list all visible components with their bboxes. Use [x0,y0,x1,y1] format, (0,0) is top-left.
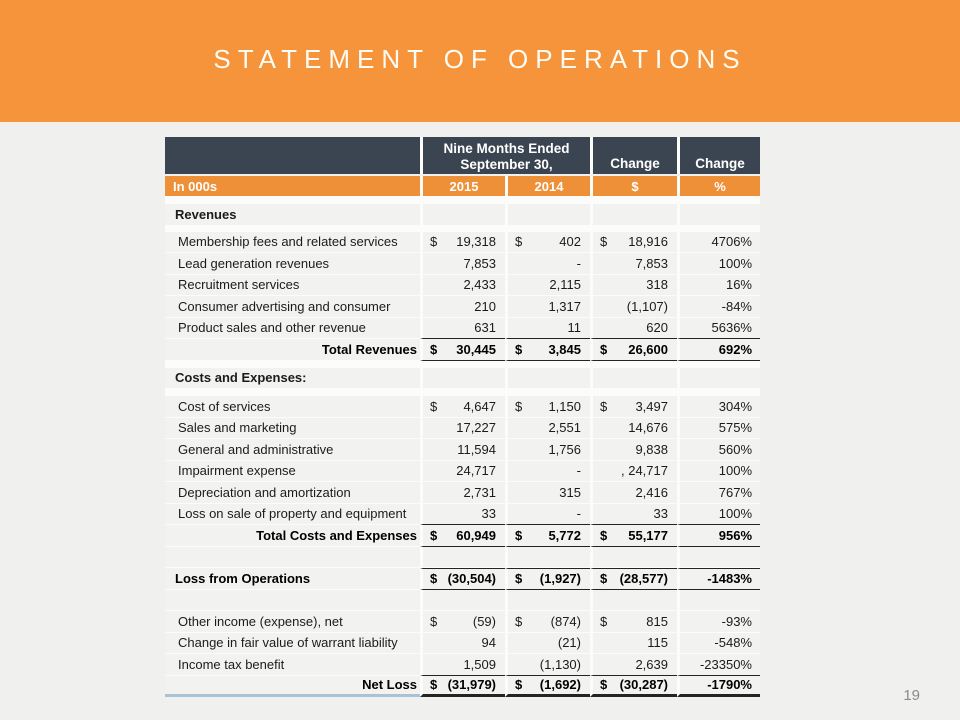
data-row [165,482,760,504]
row-label-text: Membership fees and related services [178,234,398,250]
cell-2014 [505,275,590,297]
cell-value: 26,600 [628,341,668,357]
cell-change-dollar [590,204,677,226]
table-corner-cell [165,137,420,174]
dollar-sign: $ [515,527,523,543]
cell-value: 2,115 [549,277,581,293]
cell-change-dollar [590,368,677,390]
cell-value: -1483% [707,571,752,587]
cell-2014 [505,232,590,254]
cell-value: -23350% [699,656,752,672]
cell-change-pct [677,654,760,676]
table-body [165,196,760,697]
col-header-2015: 2015 [420,176,505,196]
units-header: In 000s [165,176,420,196]
cell-change-dollar [590,396,677,418]
change-pct-group-header: Change [677,137,760,174]
cell-value: 11,594 [457,441,496,457]
row-label-text: Consumer advertising and consumer [178,298,391,314]
cell-change-pct [677,296,760,318]
cell-2014 [505,568,590,590]
cell-2015 [420,611,505,633]
cell-2014 [505,482,590,504]
cell-change-dollar [590,253,677,275]
cell-2015 [420,318,505,340]
col-header-change-dollar: $ [590,176,677,196]
cell-change-dollar [590,418,677,440]
col-header-change-pct: % [677,176,760,196]
row-label [165,633,420,655]
cell-2014 [505,590,590,612]
dollar-sign: $ [600,341,608,357]
cell-value: , 24,717 [621,463,668,479]
cell-value: 30,445 [456,341,496,357]
row-label-text: Product sales and other revenue [178,320,366,336]
cell-change-pct [677,418,760,440]
cell-change-pct [677,232,760,254]
cell-2014 [505,676,590,698]
cell-value: 14,676 [628,420,668,436]
cell-value: 55,177 [628,527,668,543]
cell-2014 [505,418,590,440]
cell-change-dollar [590,654,677,676]
cell-value: 956% [718,527,752,543]
cell-value: -93% [721,613,752,629]
row-label-text: Total Costs and Expenses [256,527,417,543]
cell-value: (874) [550,613,581,629]
data-row [165,439,760,461]
cell-value: 1,509 [463,656,496,672]
cell-value: (1,107) [626,298,668,314]
cell-value: (1,130) [539,656,581,672]
change-dollar-group-header: Change [590,137,677,174]
cell-change-pct [677,525,760,547]
cell-2014 [505,461,590,483]
row-label-text: Depreciation and amortization [178,484,351,500]
cell-change-dollar [590,504,677,526]
cell-change-dollar [590,633,677,655]
cell-value: 767% [718,484,752,500]
slide-title: STATEMENT OF OPERATIONS [213,44,747,74]
cell-value: -548% [714,635,752,651]
cell-2015 [420,418,505,440]
row-label [165,504,420,526]
cell-2015 [420,439,505,461]
cell-value: 60,949 [456,527,496,543]
cell-value: 18,916 [628,234,668,250]
data-row [165,611,760,633]
cell-value: 100% [718,255,752,271]
cell-value: 2,433 [463,277,496,293]
cell-value: 304% [718,398,752,414]
row-label-text: Change in fair value of warrant liability [178,635,398,651]
cell-change-dollar [590,318,677,340]
cell-2015 [420,633,505,655]
data-row [165,296,760,318]
cell-change-dollar [590,275,677,297]
cell-value: 9,838 [635,441,668,457]
dollar-sign: $ [430,398,438,414]
cell-change-dollar [590,590,677,612]
row-label [165,439,420,461]
cell-change-dollar [590,611,677,633]
cell-value: - [576,255,581,271]
cell-value: 33 [481,506,496,522]
cell-change-pct [677,275,760,297]
cell-change-dollar [590,676,677,698]
row-label [165,296,420,318]
dollar-sign: $ [600,677,608,693]
cell-value: - [576,463,581,479]
cell-change-pct [677,318,760,340]
row-label [165,396,420,418]
data-row [165,633,760,655]
cell-2014 [505,633,590,655]
cell-change-pct [677,204,760,226]
section-row [165,368,760,390]
cell-2014 [505,439,590,461]
row-label [165,525,420,547]
dollar-sign: $ [600,234,608,250]
dollar-sign: $ [515,571,523,587]
cell-2014 [505,296,590,318]
cell-value: 2,416 [635,484,668,500]
cell-value: 7,853 [635,255,668,271]
cell-change-dollar [590,296,677,318]
dollar-sign: $ [600,571,608,587]
cell-change-pct [677,368,760,390]
cell-value: 318 [646,277,668,293]
cell-value: 692% [718,341,752,357]
cell-change-pct [677,590,760,612]
dollar-sign: $ [600,398,608,414]
cell-value: 5,772 [548,527,581,543]
cell-change-dollar [590,482,677,504]
cell-2015 [420,590,505,612]
cell-value: (28,577) [619,571,668,587]
spacer-row [165,196,760,204]
cell-change-pct [677,504,760,526]
row-label [165,318,420,340]
cell-value: 11 [567,320,581,336]
row-label [165,253,420,275]
cell-value: - [576,506,581,522]
cell-value: (1,692) [539,677,581,693]
cell-change-pct [677,461,760,483]
cell-2014 [505,504,590,526]
row-label-text: Cost of services [178,398,271,414]
row-label [165,676,420,698]
cell-value: 815 [646,613,668,629]
row-label [165,275,420,297]
cell-2015 [420,253,505,275]
cell-value: 94 [481,635,496,651]
cell-2014 [505,339,590,361]
period-group-header: Nine Months Ended September 30, [420,137,590,174]
row-label [165,568,420,590]
cell-value: 210 [474,298,496,314]
data-row [165,504,760,526]
dollar-sign: $ [430,677,438,693]
dollar-sign: $ [515,677,523,693]
cell-value: 3,845 [548,341,581,357]
cell-value: 2,731 [463,484,496,500]
data-row [165,318,760,340]
cell-2015 [420,568,505,590]
cell-2015 [420,676,505,698]
cell-change-pct [677,547,760,569]
cell-value: 315 [559,484,581,500]
row-label [165,611,420,633]
row-label-text: Loss on sale of property and equipment [178,506,407,522]
row-label [165,482,420,504]
cell-2014 [505,396,590,418]
spacer-row [165,361,760,368]
data-row [165,253,760,275]
cell-value: 560% [718,441,752,457]
row-label-text: Total Revenues [321,341,417,357]
cell-value: -84% [721,298,752,314]
cell-value: 1,756 [548,441,581,457]
cell-value: 2,639 [635,656,668,672]
row-label-text: Recruitment services [178,277,300,293]
table-header-group-row [165,137,760,174]
cell-value: 620 [646,320,668,336]
cell-change-dollar [590,439,677,461]
page-number: 19 [903,687,920,704]
cell-value: (59) [472,613,496,629]
cell-value: 16% [725,277,752,293]
row-label-text: General and administrative [178,441,334,457]
row-label-text: Sales and marketing [178,420,297,436]
row-label [165,232,420,254]
dollar-sign: $ [430,571,438,587]
cell-value: 19,318 [456,234,496,250]
cell-change-pct [677,676,760,698]
cell-2015 [420,654,505,676]
row-label [165,461,420,483]
dollar-sign: $ [430,234,438,250]
total-row [165,339,760,361]
cell-2015 [420,275,505,297]
cell-value: (21) [557,635,581,651]
cell-2015 [420,547,505,569]
row-label-text: Lead generation revenues [178,255,330,271]
row-label-text: Net Loss [362,677,417,693]
total-row [165,525,760,547]
cell-change-pct [677,611,760,633]
cell-value: (30,504) [447,571,496,587]
row-label-text: Loss from Operations [175,570,311,586]
cell-2014 [505,547,590,569]
row-label-text: Impairment expense [178,463,296,479]
dollar-sign: $ [600,527,608,543]
total-row [165,568,760,590]
cell-2014 [505,525,590,547]
cell-value: 33 [653,506,668,522]
table-column-header-row [165,176,760,196]
cell-2015 [420,368,505,390]
dollar-sign: $ [515,398,523,414]
row-label-text: Income tax benefit [178,656,285,672]
cell-2015 [420,461,505,483]
cell-value: 402 [559,234,581,250]
row-label [165,547,420,569]
dollar-sign: $ [515,613,523,629]
cell-change-dollar [590,232,677,254]
cell-value: 3,497 [635,398,668,414]
cell-value: (1,927) [539,571,581,587]
cell-2014 [505,204,590,226]
row-label [165,654,420,676]
cell-value: 575% [718,420,752,436]
cell-value: 24,717 [456,463,496,479]
col-header-2014: 2014 [505,176,590,196]
dollar-sign: $ [515,234,523,250]
cell-2015 [420,482,505,504]
cell-value: 7,853 [463,255,496,271]
cell-2014 [505,654,590,676]
data-row [165,418,760,440]
cell-change-dollar [590,525,677,547]
cell-value: 115 [647,635,668,651]
cell-value: (31,979) [447,677,496,693]
cell-value: 4706% [711,234,752,250]
dollar-sign: $ [430,613,438,629]
row-label-text: Revenues [175,206,237,222]
data-row [165,654,760,676]
row-label [165,368,420,390]
cell-2015 [420,204,505,226]
cell-2015 [420,396,505,418]
row-label [165,339,420,361]
data-row [165,396,760,418]
cell-change-pct [677,633,760,655]
cell-change-pct [677,568,760,590]
total-row [165,676,760,698]
row-label-text: Other income (expense), net [178,613,343,629]
cell-change-dollar [590,547,677,569]
cell-value: 4,647 [463,398,496,414]
section-row [165,204,760,226]
cell-value: 631 [474,320,496,336]
statement-of-operations-table [165,137,760,697]
dollar-sign: $ [430,341,438,357]
empty-row [165,590,760,612]
cell-value: 100% [718,463,752,479]
empty-row [165,547,760,569]
cell-change-pct [677,482,760,504]
cell-value: (30,287) [619,677,668,693]
cell-change-pct [677,396,760,418]
spacer-row [165,389,760,396]
cell-2015 [420,339,505,361]
row-label-text: Costs and Expenses: [175,370,307,386]
cell-value: -1790% [707,677,752,693]
cell-2015 [420,232,505,254]
cell-value: 17,227 [456,420,496,436]
data-row [165,232,760,254]
row-label [165,204,420,226]
cell-value: 100% [718,506,752,522]
row-label [165,418,420,440]
dollar-sign: $ [515,341,523,357]
cell-value: 1,150 [548,398,581,414]
data-row [165,461,760,483]
cell-2014 [505,611,590,633]
cell-value: 2,551 [548,420,581,436]
cell-2014 [505,318,590,340]
row-label [165,590,420,612]
cell-change-dollar [590,461,677,483]
cell-change-dollar [590,568,677,590]
cell-change-pct [677,439,760,461]
cell-2015 [420,504,505,526]
cell-2015 [420,296,505,318]
cell-value: 1,317 [548,298,581,314]
cell-change-pct [677,253,760,275]
dollar-sign: $ [430,527,438,543]
cell-2014 [505,253,590,275]
cell-change-dollar [590,339,677,361]
cell-change-pct [677,339,760,361]
slide-title-banner [0,0,960,122]
data-row [165,275,760,297]
cell-2014 [505,368,590,390]
dollar-sign: $ [600,613,608,629]
cell-2015 [420,525,505,547]
cell-value: 5636% [711,320,752,336]
